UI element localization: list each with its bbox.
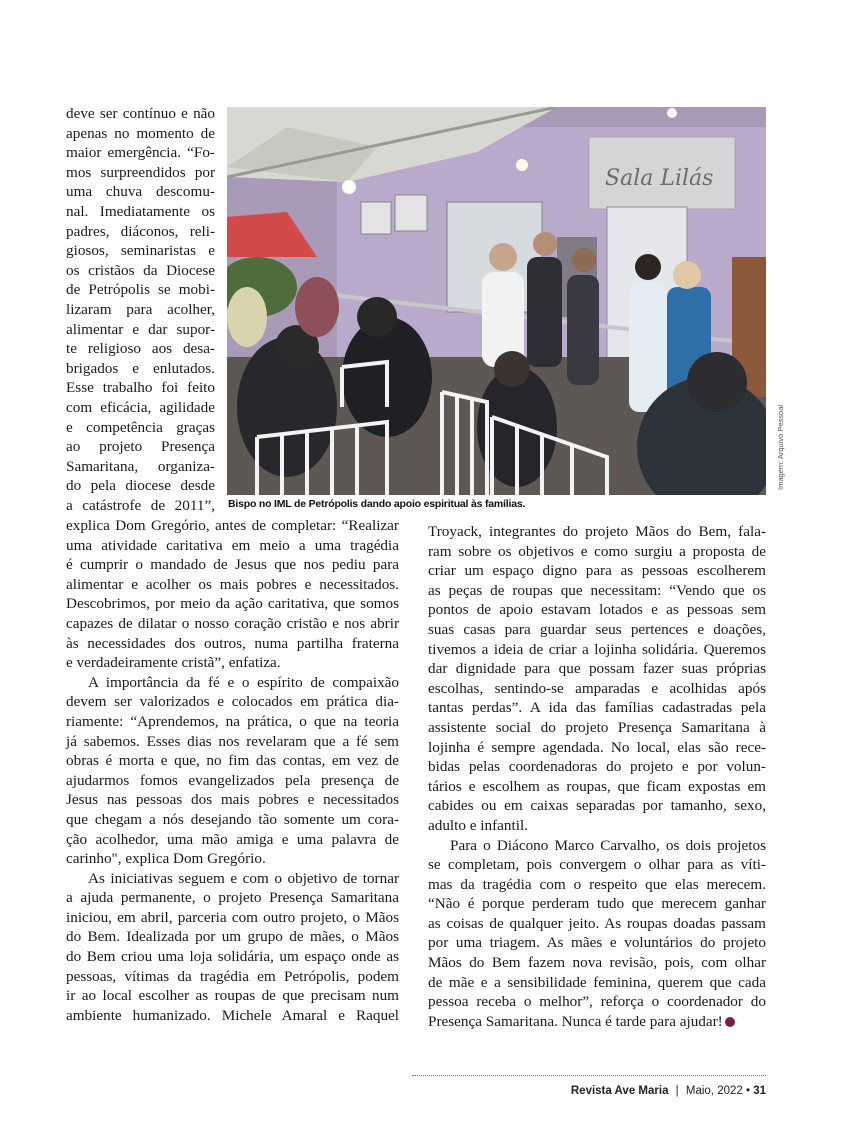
body-line: explica Dom Gregório, antes de completar: “Realizar <box>66 517 399 534</box>
body-line: Para o Diácono Marco Carvalho, os dois projetos <box>450 836 766 854</box>
body-line: às necessidades dos outros, numa partilha fraterna <box>66 634 399 652</box>
body-line: e verdadeiramente cristã”, enfatiza. <box>66 654 281 672</box>
body-line: pessoas, vítimas da tragédia em Petrópolis, podem <box>66 967 399 985</box>
body-line: adulto e infantil. <box>428 816 528 834</box>
body-line: uma atividade caritativa em meio a uma tragédia <box>66 536 399 554</box>
issue-date: Maio, 2022 • <box>685 1085 750 1097</box>
body-line: Troyack, integrantes do projeto Mãos do Bem, fala- <box>428 523 766 540</box>
body-line: tivemos a ideia de criar a lojinha solidária. Queremos <box>428 640 766 658</box>
narrow-line: brigados e enlutados. <box>66 359 215 377</box>
body-line: as peças de roupas que necessitam: “Vendo que os <box>428 581 766 599</box>
left-column-text <box>66 516 399 1025</box>
photo-credit: Imagem: Arquivo Pessoal <box>776 404 785 490</box>
body-line: pontos de apoio estavam lotados e as pessoas sem <box>428 601 766 619</box>
body-line: cabides ou em caixas separadas por tamanho, sexo, <box>428 797 766 815</box>
body-line: a ajuda permanente, o projeto Presença Samaritana <box>66 889 399 907</box>
narrow-line: a catástrofe de 2011”, <box>66 496 215 514</box>
footer-divider <box>412 1075 766 1076</box>
body-line: capazes de dilatar o nosso coração cristão e nos abrir <box>66 614 399 632</box>
narrow-line: de Petrópolis se mobi- <box>66 281 215 299</box>
body-line: de mãe e a sensibilidade feminina, querem que cada <box>428 973 766 991</box>
footer-separator: | <box>675 1085 679 1097</box>
body-line: que chegam a nós desejando tão somente um cora- <box>66 810 399 828</box>
narrow-line: deve ser contínuo e não <box>66 105 215 122</box>
right-column-text <box>428 522 766 1031</box>
body-line: assistente social do projeto Presença Samaritana à <box>428 718 766 736</box>
body-line: dar dignidade para que possam fazer suas próprias <box>428 660 766 678</box>
body-line-final <box>428 1012 766 1032</box>
body-line: se completam, pois convergem o olhar para as víti- <box>428 856 766 874</box>
narrow-line: apenas no momento de <box>66 124 215 142</box>
body-line: Descobrimos, por meio da ação caritativa, que somos <box>66 595 399 613</box>
body-line: ajudarmos fomos evangelizados pela presença de <box>66 771 399 789</box>
body-line: ambiente humanizado. Michele Amaral e Raquel <box>66 1006 399 1024</box>
body-line: por uma triagem. As mães e voluntários do projeto <box>428 934 766 952</box>
body-line: Jesus nas pessoas dos mais pobres e necessitados <box>66 791 399 809</box>
body-line: tantas perdas”. A ida das famílias cadastradas pela <box>428 699 766 717</box>
body-line: as coisas de qualquer jeito. As roupas doadas passam <box>428 914 766 932</box>
narrow-line: Samaritana, organiza- <box>66 457 215 475</box>
photo-caption: Bispo no IML de Petrópolis dando apoio espiritual às famílias. <box>228 498 526 510</box>
body-line: do Bem. Idealizada por um grupo de mães, o Mãos <box>66 928 399 946</box>
page-footer <box>571 1085 766 1097</box>
body-line: já sabemos. Esses dias nos revelaram que a fé sem <box>66 732 399 750</box>
body-line: Mãos do Bem fazem nova revisão, pois, com olhar <box>428 954 766 972</box>
body-line: “Não é porque perderam tudo que merecem ganhar <box>428 895 766 913</box>
body-line: ir ao local escolher as roupas de que precisam num <box>66 987 399 1005</box>
narrow-line: e competência graças <box>66 418 215 436</box>
page-number: 31 <box>753 1085 766 1097</box>
narrow-line: ao projeto Presença <box>66 438 215 456</box>
body-line: obras é morta e que, no fim das contas, em vez de <box>66 752 399 770</box>
narrow-line: uma chuva descomu- <box>66 183 215 201</box>
narrow-line: giosos, seminaristas e <box>66 242 215 260</box>
body-line: iniciou, em abril, parceria com outro projeto, o Mãos <box>66 908 399 926</box>
body-line: As iniciativas seguem e com o objetivo de tornar <box>88 869 399 887</box>
body-line: ram sobre os objetivos e como surgiu a proposta de <box>428 542 766 560</box>
body-line: A importância da fé e o espírito de compaixão <box>88 673 399 691</box>
narrow-line: mos surpreendidos por <box>66 163 215 181</box>
body-line: bidas pelas coordenadoras do projeto e por volun- <box>428 758 766 776</box>
sala-lilas-sign: Sala Lilás <box>605 166 714 191</box>
narrow-line: Esse trabalho foi feito <box>66 379 215 397</box>
body-line: alimentar e acolher os mais pobres e necessitados. <box>66 575 399 593</box>
narrow-line: maior emergência. “Fo- <box>66 144 215 162</box>
body-line: é cumprir o mandado de Jesus que nos pediu para <box>66 556 399 574</box>
body-line: criar um espaço digno para as pessoas escolherem <box>428 562 766 580</box>
body-line: ção acolhedor, uma mão amiga e uma palavra de <box>66 830 399 848</box>
photo-illustration <box>227 107 766 495</box>
narrow-line: lizaram para acolher, <box>66 300 215 318</box>
body-line: escolhas, sentindo-se amparadas e acolhidas após <box>428 679 766 697</box>
body-line: riamente: “Aprendemos, na prática, o que na teoria <box>66 712 399 730</box>
body-line: suas casas para guardar seus pertences e doações, <box>428 620 766 638</box>
magazine-name: Revista Ave Maria <box>570 1085 669 1097</box>
narrow-line: nal. Imediatamente os <box>66 202 215 220</box>
narrow-line: do pela diocese desde <box>66 477 215 495</box>
body-line: do Bem criou uma loja solidária, um espaço onde as <box>66 948 399 966</box>
narrow-column-text <box>66 104 215 515</box>
narrow-line: alimentar e dar supor- <box>66 320 215 338</box>
body-line: mas da tragédia com o respeito que elas merecem. <box>428 875 766 893</box>
closing-sentence: Presença Samaritana. Nunca é tarde para ajudar! <box>428 1012 723 1030</box>
body-line: tários e escolhem as roupas, que ficam expostas em <box>428 777 766 795</box>
narrow-line: os cristãos da Diocese <box>66 261 215 279</box>
body-line: lojinha é sempre agendada. No local, elas são rece- <box>428 738 766 756</box>
article-photo <box>227 107 766 495</box>
end-mark-icon <box>725 1017 735 1027</box>
body-line: pessoa receba o melhor”, reforça o coordenador do <box>428 993 766 1011</box>
narrow-line: padres, diáconos, reli- <box>66 222 215 240</box>
narrow-line: com eficácia, agilidade <box>66 398 215 416</box>
body-line: devem ser valorizados e colocados em prática dia- <box>66 693 399 711</box>
body-line: carinho", explica Dom Gregório. <box>66 850 266 868</box>
narrow-line: te religioso aos desa- <box>66 340 215 358</box>
